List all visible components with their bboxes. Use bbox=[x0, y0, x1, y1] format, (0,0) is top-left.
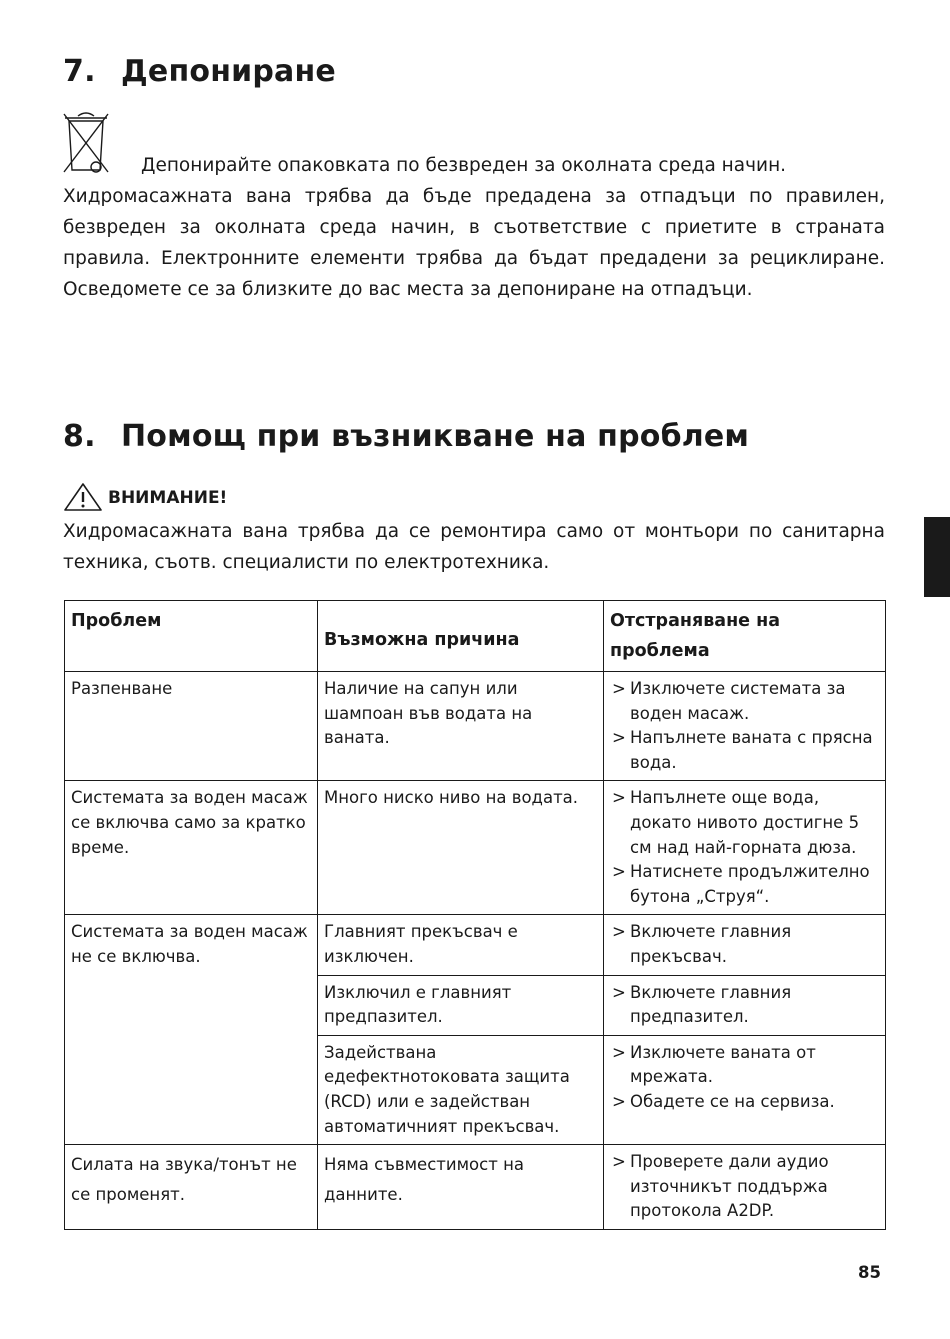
remedy-item: > Изключете ваната от мрежата. bbox=[610, 1041, 879, 1090]
remedy-cell bbox=[604, 915, 886, 975]
cause-cell: Главният прекъсвач е изключен. bbox=[318, 915, 604, 975]
remedy-cell bbox=[604, 781, 886, 915]
section-8-heading bbox=[63, 419, 749, 454]
remedy-item: > Напълнете ваната с прясна вода. bbox=[610, 726, 879, 775]
page-number: 85 bbox=[858, 1263, 881, 1282]
cause-cell: Няма съвместимост на данните. bbox=[318, 1145, 604, 1230]
crossed-out-wheelie-bin-icon bbox=[62, 110, 110, 176]
remedy-item: > Включете главния предпазител. bbox=[610, 981, 879, 1030]
warning-triangle-icon bbox=[63, 482, 103, 512]
header-problem: Проблем bbox=[65, 601, 318, 672]
problem-cell: Системата за воден масаж не се включва. bbox=[65, 915, 318, 1145]
table-row bbox=[65, 915, 886, 975]
remedy-item: > Включете главния прекъсвач. bbox=[610, 920, 879, 969]
disposal-paragraph: Хидромасажната вана трябва да бъде предадена за отпадъци по правилен, безвреден за околната среда начин, в съответствие с приетите в страната правила. Електронните елементи трябва да бъдат предадени за рециклиране. Осведомете се за близките до вас места за депониране на отпадъци. bbox=[63, 186, 885, 300]
remedy-cell bbox=[604, 975, 886, 1035]
cause-cell: Задействана едефектнотоковата защита (RCD) или е задействан автоматичният прекъсвач. bbox=[318, 1035, 604, 1144]
remedy-item: > Натиснете продължително бутона „Струя“. bbox=[610, 860, 879, 909]
section-7-title: Депониране bbox=[121, 54, 336, 89]
header-cause: Възможна причина bbox=[318, 601, 604, 672]
cause-cell: Изключил е главният предпазител. bbox=[318, 975, 604, 1035]
table-row bbox=[65, 672, 886, 781]
remedy-item: > Обадете се на сервиза. bbox=[610, 1090, 879, 1115]
problem-cell: Системата за воден масаж се включва само за кратко време. bbox=[65, 781, 318, 915]
remedy-cell bbox=[604, 1145, 886, 1230]
troubleshooting-table bbox=[64, 600, 886, 1230]
remedy-cell bbox=[604, 672, 886, 781]
header-remedy: Отстраняване на проблема bbox=[604, 601, 886, 672]
cause-cell: Много ниско ниво на водата. bbox=[318, 781, 604, 915]
problem-cell: Силата на звука/тонът не се променят. bbox=[65, 1145, 318, 1230]
remedy-item: > Напълнете още вода, докато нивото достигне 5 см над най-горната дюза. bbox=[610, 786, 879, 860]
warning-label: ВНИМАНИЕ! bbox=[108, 488, 228, 508]
section-8-title: Помощ при възникване на проблем bbox=[121, 419, 750, 454]
remedy-cell bbox=[604, 1035, 886, 1144]
disposal-packaging-text: Депонирайте опаковката по безвреден за околната среда начин. bbox=[141, 155, 787, 176]
warning-paragraph: Хидромасажната вана трябва да се ремонтира само от монтьори по санитарна техника, съотв. специалисти по електротехника. bbox=[63, 521, 885, 573]
table-row bbox=[65, 1145, 886, 1230]
remedy-item: > Изключете системата за воден масаж. bbox=[610, 677, 879, 726]
chapter-tab-marker bbox=[924, 517, 950, 597]
section-8-number: 8. bbox=[63, 419, 96, 454]
table-row bbox=[65, 781, 886, 915]
section-7-heading bbox=[63, 54, 336, 89]
section-7-number: 7. bbox=[63, 54, 96, 89]
cause-cell: Наличие на сапун или шампоан във водата на ваната. bbox=[318, 672, 604, 781]
remedy-item: > Проверете дали аудио източникът поддържа протокола A2DP. bbox=[610, 1150, 879, 1224]
problem-cell: Разпенване bbox=[65, 672, 318, 781]
table-header-row bbox=[65, 601, 886, 672]
